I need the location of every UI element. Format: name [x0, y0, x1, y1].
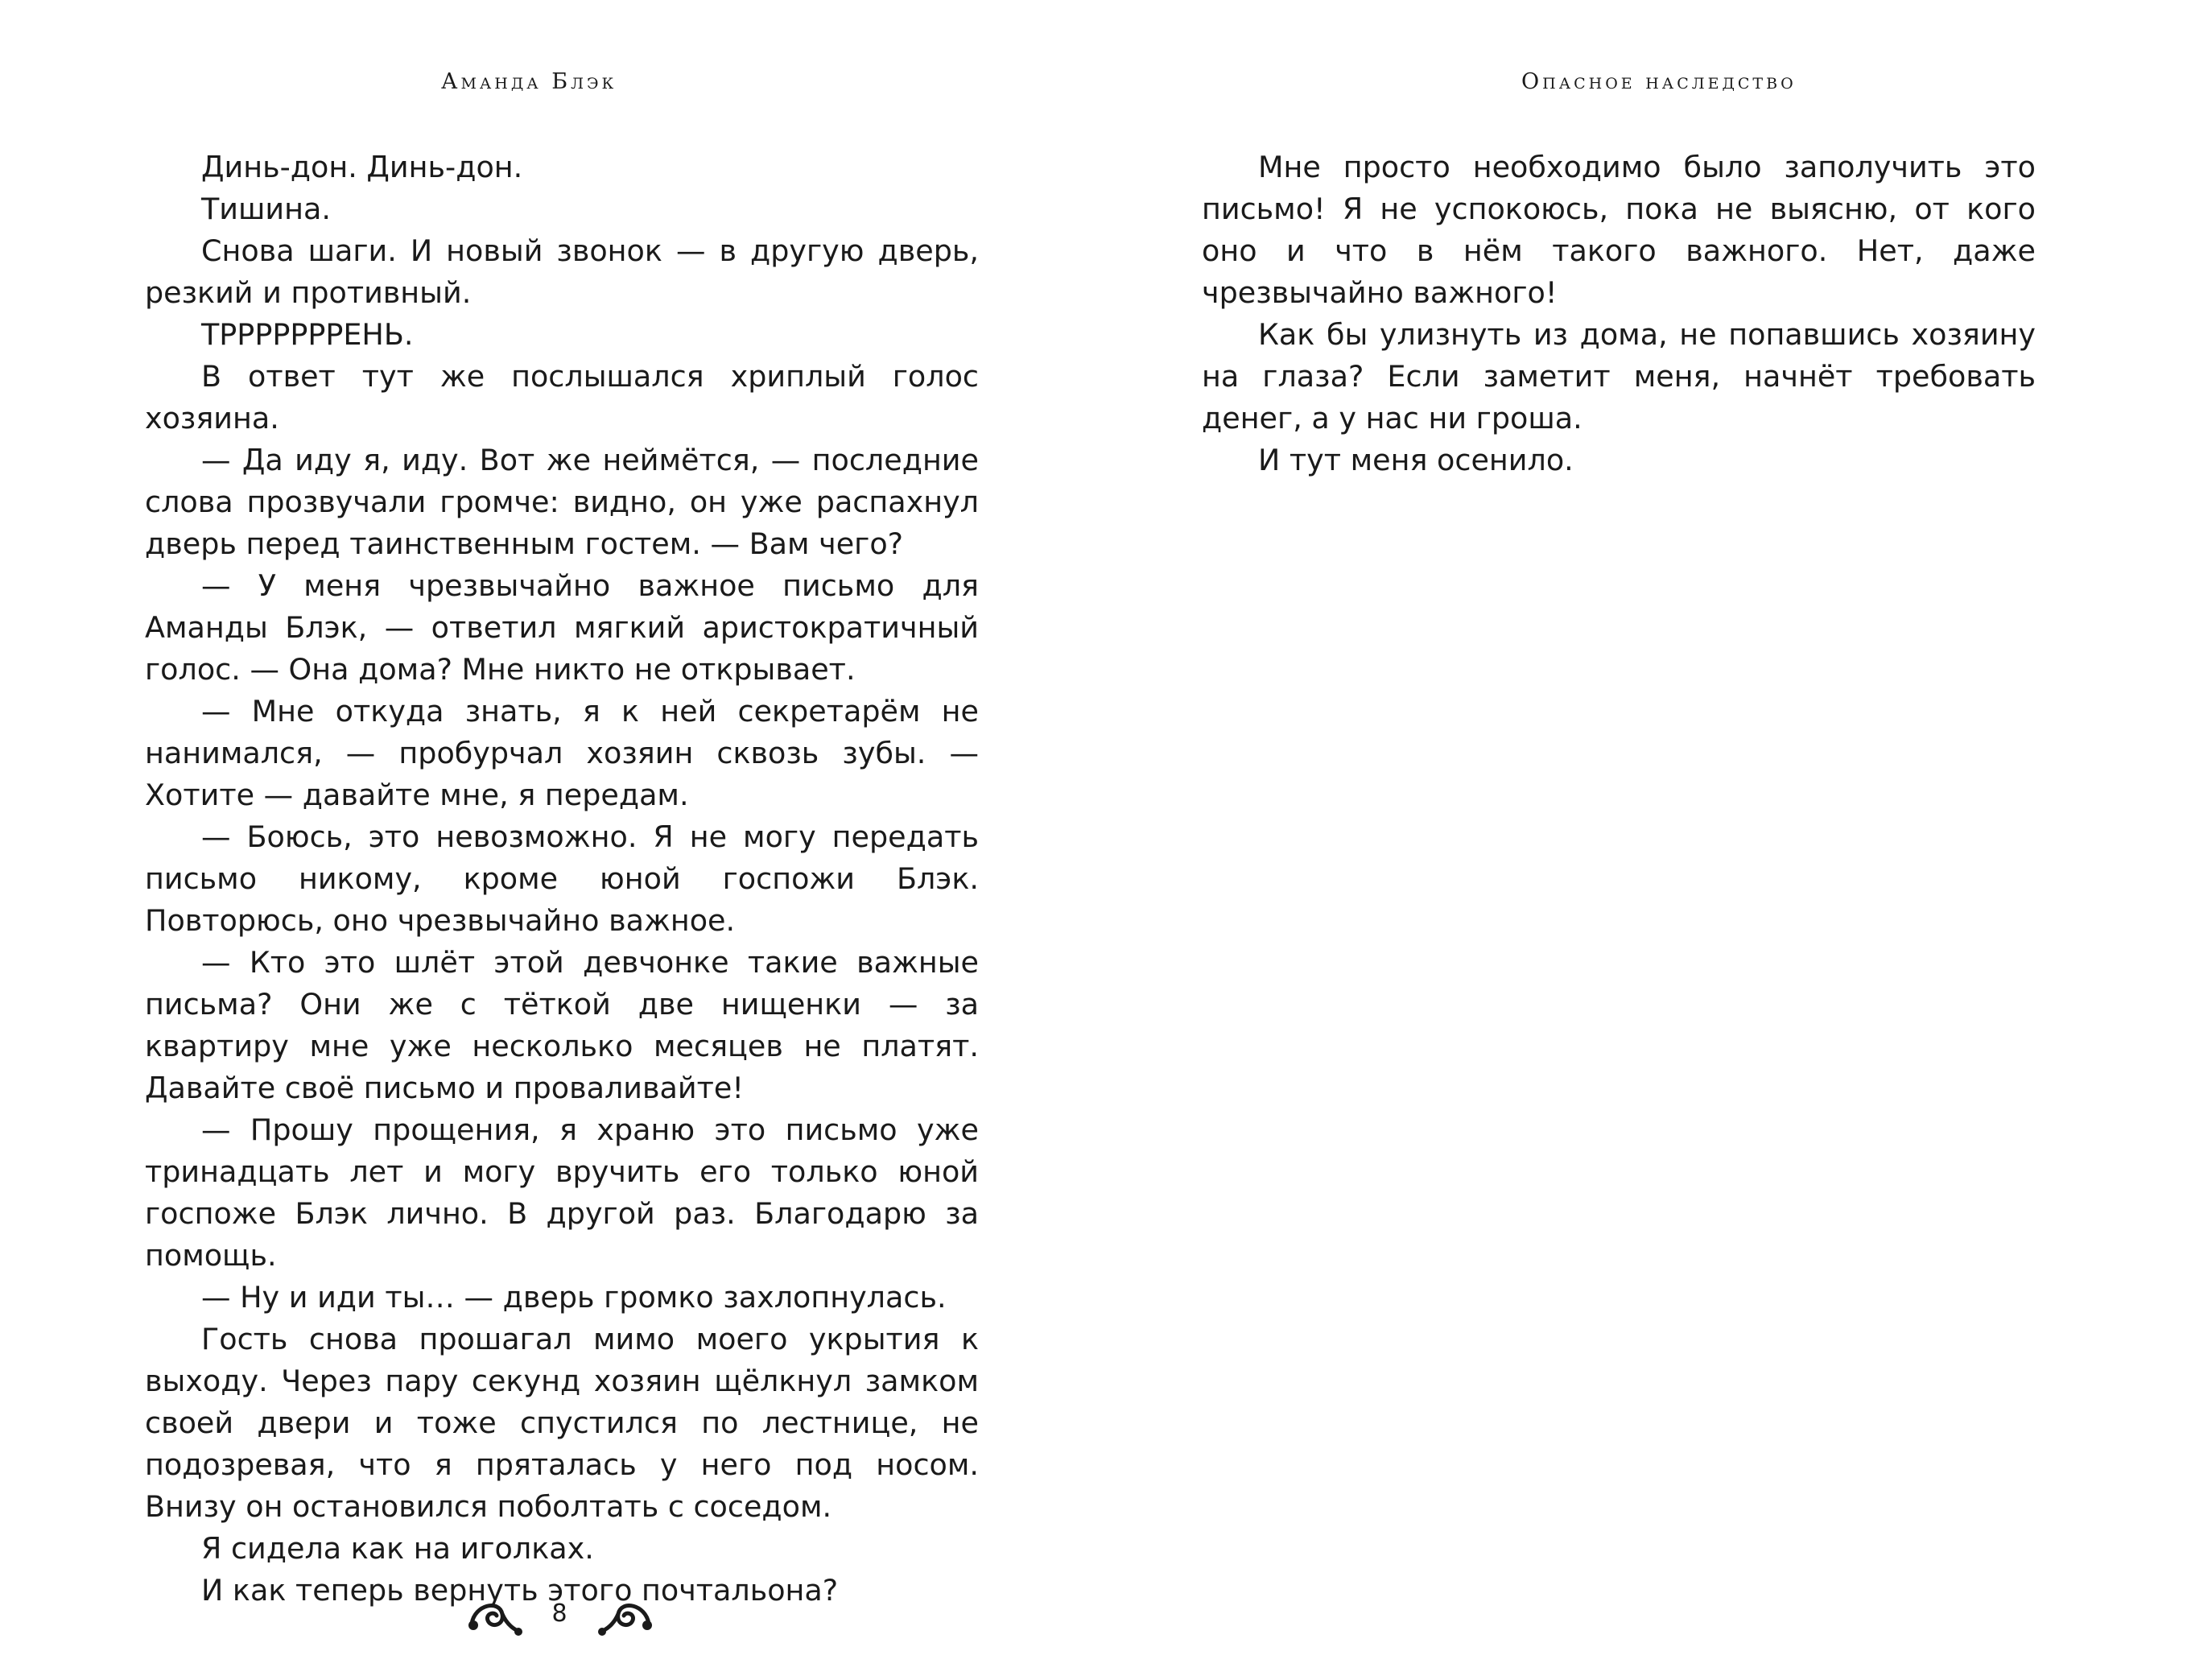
paragraph: И тут меня осенило. — [1258, 443, 1574, 477]
page-folio — [459, 1582, 660, 1646]
left-page-body — [145, 147, 979, 1612]
right-page-body — [1202, 147, 2036, 481]
paragraph: — У меня чрезвычайно важное письмо для Аманды Блэк, — ответил мягкий аристократичный голос. — Она дома? Мне никто не открывает. — [145, 568, 979, 687]
page-number: 8 — [551, 1600, 567, 1628]
running-head-title: Опасное наследство — [1521, 69, 1797, 94]
paragraph: — Мне откуда знать, я к ней секретарём не нанимался, — пробурчал хозяин сквозь зубы. — Хотите — давайте мне, я передам. — [145, 694, 979, 812]
paragraph: Гость снова прошагал мимо моего укрытия к выходу. Через пару секунд хозяин щёлкнул замком своей двери и тоже спустился по лестнице, не подозревая, что я пряталась у него под носом. Внизу он остановился поболтать с соседом. — [145, 1322, 979, 1524]
right-page — [1093, 0, 2187, 1680]
left-page — [0, 0, 1093, 1680]
paragraph: В ответ тут же послышался хриплый голос хозяина. — [145, 359, 979, 435]
paragraph: — Прошу прощения, я храню это письмо уже тринадцать лет и могу вручить его только юной госпоже Блэк лично. В другой раз. Благодарю за помощь. — [145, 1112, 979, 1273]
paragraph: — Да иду я, иду. Вот же неймётся, — последние слова прозвучали громче: видно, он уже распахнул дверь перед таинственным гостем. — Вам чего? — [145, 443, 979, 561]
paragraph: Я сидела как на иголках. — [201, 1531, 594, 1566]
paragraph: Динь-дон. Динь-дон. — [201, 150, 523, 184]
swirl-ornament-icon — [596, 1588, 654, 1637]
paragraph: — Кто это шлёт этой девчонке такие важные письма? Они же с тёткой две нищенки — за квартиру мне уже несколько месяцев не платят. Давайте своё письмо и проваливайте! — [145, 945, 979, 1105]
paragraph: Как бы улизнуть из дома, не попавшись хозяину на глаза? Если заметит меня, начнёт требовать денег, а у нас ни гроша. — [1202, 317, 2036, 435]
paragraph: Тишина. — [201, 192, 331, 226]
paragraph: — Ну и иди ты… — дверь громко захлопнулась. — [201, 1280, 947, 1315]
paragraph: — Боюсь, это невозможно. Я не могу передать письмо никому, кроме юной госпожи Блэк. Повторюсь, оно чрезвычайно важное. — [145, 819, 979, 938]
paragraph: И как теперь вернуть этого почтальона? — [201, 1573, 839, 1608]
running-head-author: Аманда Блэк — [441, 69, 617, 94]
paragraph: Снова шаги. И новый звонок — в другую дверь, резкий и противный. — [145, 233, 979, 310]
swirl-ornament-icon — [467, 1588, 525, 1637]
paragraph: Мне просто необходимо было заполучить это письмо! Я не успокоюсь, пока не выясню, от кого оно и что в нём такого важного. Нет, даже чрезвычайно важного! — [1202, 150, 2036, 310]
paragraph: ТРРРРРРРЕНЬ. — [201, 317, 414, 352]
